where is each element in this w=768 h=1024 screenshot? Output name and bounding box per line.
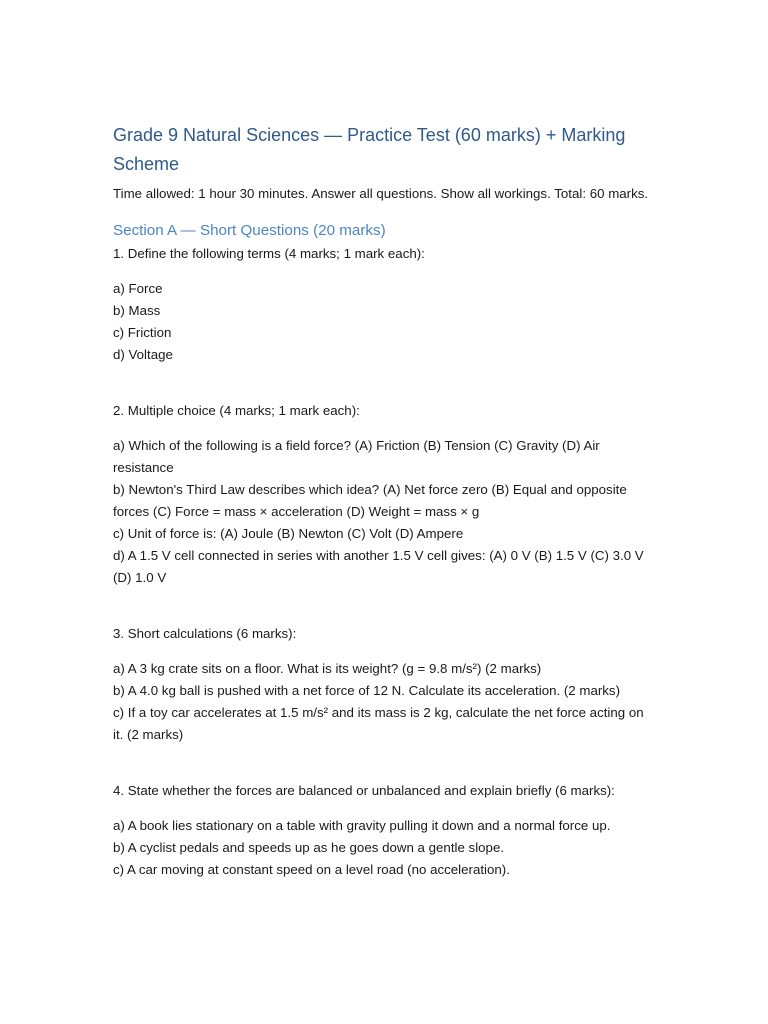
question-item: b) A cyclist pedals and speeds up as he goes down a gentle slope. — [113, 840, 505, 855]
question-prompt: 3. Short calculations (6 marks): — [113, 626, 297, 641]
question-items — [113, 435, 653, 589]
question-item: b) Newton's Third Law describes which idea? (A) Net force zero (B) Equal and opposite forces (C) Force = mass × acceleration (D) Weight = mass × g — [113, 482, 627, 519]
question-prompt: 1. Define the following terms (4 marks; 1 mark each): — [113, 246, 425, 261]
question-item: a) Which of the following is a field force? (A) Friction (B) Tension (C) Gravity (D) Air resistance — [113, 438, 600, 475]
question-4 — [113, 780, 653, 881]
question-item: b) A 4.0 kg ball is pushed with a net force of 12 N. Calculate its acceleration. (2 marks) — [113, 683, 621, 698]
question-3 — [113, 623, 653, 746]
question-item: c) A car moving at constant speed on a level road (no acceleration). — [113, 862, 510, 877]
question-items — [113, 815, 653, 881]
question-items — [113, 278, 653, 366]
test-instructions: Time allowed: 1 hour 30 minutes. Answer all questions. Show all workings. Total: 60 marks. — [113, 186, 649, 201]
question-item: c) Unit of force is: (A) Joule (B) Newton (C) Volt (D) Ampere — [113, 526, 464, 541]
question-1 — [113, 243, 653, 366]
question-item: a) A book lies stationary on a table with gravity pulling it down and a normal force up. — [113, 818, 611, 833]
question-item: c) Friction — [113, 325, 172, 340]
document-page — [113, 121, 653, 881]
question-item: d) A 1.5 V cell connected in series with another 1.5 V cell gives: (A) 0 V (B) 1.5 V (C) 3.0 V (D) 1.0 V — [113, 548, 644, 585]
question-items — [113, 658, 653, 746]
section-a-heading: Section A — Short Questions (20 marks) — [113, 222, 386, 239]
document-title: Grade 9 Natural Sciences — Practice Test (60 marks) + Marking Scheme — [113, 125, 626, 174]
question-item: a) Force — [113, 281, 163, 296]
question-prompt: 2. Multiple choice (4 marks; 1 mark each): — [113, 403, 360, 418]
question-item: c) If a toy car accelerates at 1.5 m/s² and its mass is 2 kg, calculate the net force acting on it. (2 marks) — [113, 705, 644, 742]
question-2 — [113, 400, 653, 589]
question-prompt: 4. State whether the forces are balanced or unbalanced and explain briefly (6 marks): — [113, 783, 615, 798]
question-item: a) A 3 kg crate sits on a floor. What is its weight? (g = 9.8 m/s²) (2 marks) — [113, 661, 542, 676]
question-item: b) Mass — [113, 303, 161, 318]
question-item: d) Voltage — [113, 347, 173, 362]
